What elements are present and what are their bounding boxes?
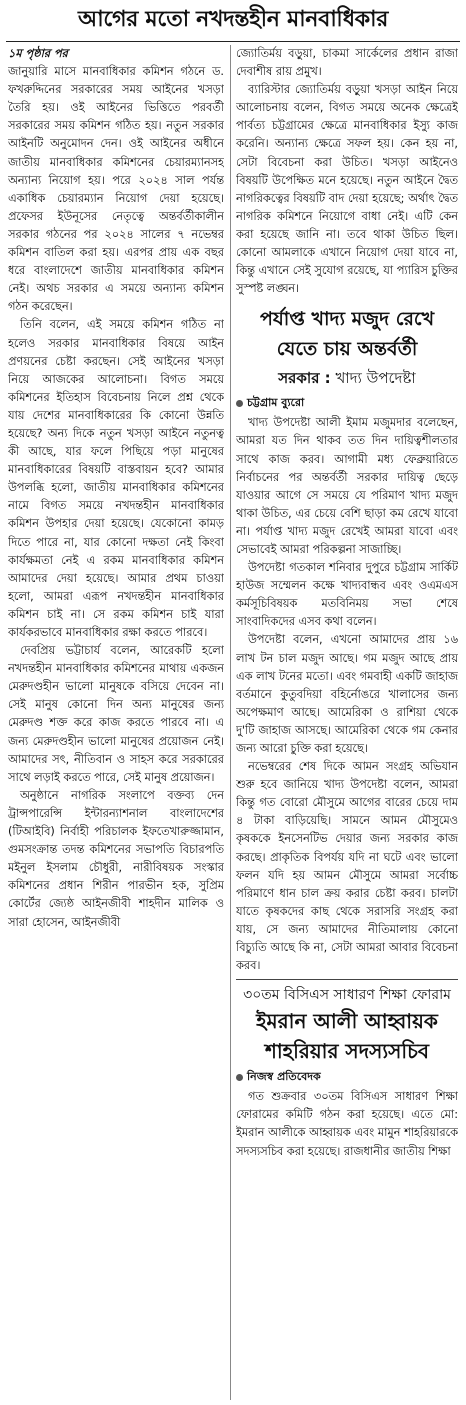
story2-headline-line1: পর্যাপ্ত খাদ্য মজুদ রেখে xyxy=(259,308,435,331)
story2-byline: চট্টগ্রাম ব্যুরো xyxy=(236,394,458,412)
left-paragraph-3: দেবপ্রিয় ভট্টাচার্য বলেন, আরেকটি হলো নখদন্তহীন মানবাধিকার কমিশনের মাথায় একজন মেরুদণ্ডহীন ভালো মানুষকে বসিয়ে দেবেন না। সেই মানুষ কোনো দিন অন্য মানুষের জন্য মেরুদণ্ড শক্ত করে কাজ করতে পারবে না। এ জন্য মেরুদণ্ডহীন ভালো মানুষের প্রয়োজন নেই। আমাদের সৎ, নীতিবান ও সাহস করে সরকারের সাথে লড়াই করতে পারে, সেই মানুষ প্রয়োজন। xyxy=(8,644,224,784)
story2-paragraph-1: খাদ্য উপদেষ্টা আলী ইমাম মজুমদার বলেছেন, আমরা যত দিন থাকব তত দিন দায়িত্বশীলতার সাথে কাজ করব। আগামী মধ্য ফেব্রুয়ারিতে নির্বাচনের পর অন্তর্বর্তী সরকার দায়িত্ব ছেড়ে যাওয়ার আগে সে সময়ে যে পরিমাণ খাদ্য মজুদ থাকা উচিত, এর চেয়ে বেশি ছাড়া কম রেখে যাবো না। পর্যাপ্ত খাদ্য মজুদ রেখেই আমরা যাবো এবং সেভাবেই আমরা পরিকল্পনা সাজাচ্ছি। xyxy=(236,416,458,556)
left-paragraph-1: ১ম পৃষ্ঠার পর জানুয়ারি মাসে মানবাধিকার কমিশন গঠনে ড. ফখরুদ্দিনের সরকারের সময় আইনের খসড়া তৈরি হয়। ওই আইনের ভিত্তিতে পরবর্তী সরকারের সময় কমিশন গঠিত হয়। নতুন সরকার আইনটি অনুমোদন দেন। ওই আইনের অধীনে জাতীয় মানবাধিকার কমিশনের চেয়ারম্যানসহ অন্যান্য নিয়োগ হয়। পরে ২০২৪ সাল পর্যন্ত একাধিক চেয়ারম্যান নিয়োগ দেয়া হয়েছে। প্রফেসর ইউনূসের নেতৃত্বে অন্তর্বর্তীকালীন সরকার গঠনের পর ২০২৪ সালের ৭ নভেম্বর কমিশন বাতিল করা হয়। এরপর প্রায় এক বছর ধরে বাংলাদেশে জাতীয় মানবাধিকার কমিশন নেই। অথচ সরকার এ সময়ে অন্যান্য কমিশন গঠন করেছেন। xyxy=(8,47,224,314)
bullet-icon xyxy=(236,1074,243,1081)
right-paragraph-1: জ্যোতির্ময় বড়ুয়া, চাকমা সার্কেলের প্রধান রাজা দেবাশীষ রায় প্রমুখ। xyxy=(236,47,458,79)
story2-headline-line3: সরকার : খাদ্য উপদেষ্টা xyxy=(278,369,416,388)
story3-headline-line2: শাহরিয়ার সদস্যসচিব xyxy=(265,1039,429,1064)
story2-paragraph-3: উপদেষ্টা বলেন, এখনো আমাদের প্রায় ১৬ লাখ টন চাল মজুদ আছে। গম মজুদ আছে প্রায় এক লাখ টনের মতো। এবং গমবাহী একটি জাহাজ বর্তমানে কুতুবদিয়া বহির্নোঙরে খালাসের জন্য অপেক্ষমাণ আছে। আমেরিকা ও রাশিয়া থেকে দু'টি জাহাজ আসছে। আমেরিকা থেকে গম কেনার জন্য আরো চুক্তি করা হয়েছে। xyxy=(236,633,458,755)
right-column xyxy=(236,45,458,1405)
left-column xyxy=(8,45,224,1405)
headline-rule xyxy=(6,41,460,42)
left-paragraph-4: অনুষ্ঠানে নাগরিক সংলাপে বক্তব্য দেন ট্রান্সপারেন্সি ইন্টারন্যাশনাল বাংলাদেশের (টিআইবি) নির্বাহী পরিচালক ইফতেখারুজ্জামান, গুমসংক্রান্ত তদন্ত কমিশনের সভাপতি বিচারপতি মইনুল ইসলাম চৌধুরী, নারীবিষয়ক সংস্কার কমিশনের প্রধান শিরীন পারভীন হক, সুপ্রিম কোর্টের জ্যেষ্ঠ আইনজীবী শাহদীন মালিক ও সারা হোসেন, আইনজীবী xyxy=(8,788,224,929)
story2-paragraph-2: উপদেষ্টা গতকাল শনিবার দুপুরে চট্টগ্রাম সার্কিট হাউজ সম্মেলন কক্ষে খাদ্যবান্ধব এবং ওএমএস কর্মসূচিবিষয়ক মতবিনিময় সভা শেষে সাংবাদিকদের এসব কথা বলেন। xyxy=(236,561,458,629)
bullet-icon xyxy=(236,400,243,407)
column-divider xyxy=(230,45,231,1400)
story3-headline-line1: ইমরান আলী আহ্বায়ক xyxy=(256,1009,438,1034)
story3-byline: নিজস্ব প্রতিবেদক xyxy=(236,1068,458,1086)
story-separator xyxy=(236,979,458,980)
story3-paragraph-1: গত শুক্রবার ৩০তম বিসিএস সাধারণ শিক্ষা ফোরামের কমিটি গঠন করা হয়েছে। এতে মো: ইমরান আলীকে আহ্বায়ক এবং মামুন শাহরিয়ারকে সদস্যসচিব করা হয়েছে। রাজধানীর জাতীয় শিক্ষা xyxy=(236,1090,458,1158)
story2-headline-line2: যেতে চায় অন্তর্বর্তী xyxy=(276,338,418,361)
story3-kicker: ৩০তম বিসিএস সাধারণ শিক্ষা ফোরাম xyxy=(243,987,451,1004)
story2-paragraph-4: নভেম্বরের শেষ দিকে আমন সংগ্রহ অভিযান শুরু হবে জানিয়ে খাদ্য উপদেষ্টা বলেন, আমরা কিন্তু গত বোরো মৌসুমে আগের বারের চেয়ে দাম ৪ টাকা বাড়িয়েছি। সামনে আমন মৌসুমেও কৃষককে ইনসেনটিভ দেয়ার জন্য সরকার কাজ করছে। প্রাকৃতিক বিপর্যয় যদি না ঘটে এবং ভালো ফলন যদি হয় আমন মৌসুমে আমরা সর্বোচ্চ পরিমাণে ধান চাল ক্রয় করার চেষ্টা করব। চালটা যাতে কৃষকদের কাছ থেকে সরাসরি সংগ্রহ করা যায়, সে জন্য আমাদের নীতিমালায় কোনো বিচ্যুতি আছে কি না, সেটা আমরা আবার বিবেচনা করব। xyxy=(236,760,458,973)
right-paragraph-2: ব্যারিস্টার জ্যোতির্ময় বড়ুয়া খসড়া আইন নিয়ে আলোচনায় বলেন, বিগত সময়ে অনেক ক্ষেত্রেই পার্বত্য চট্টগ্রামের ক্ষেত্রে মানবাধিকার ইস্যু কাজ করেনি। অন্যান্য ক্ষেত্রে সফল হয়। কেন হয় না, সেটা বিবেচনা করা উচিত। খসড়া আইনেও বিষয়টি উপেক্ষিত মনে হয়েছে। নতুন আইনে দ্বৈত নাগরিকত্বের বিষয়টি বাদ দেয়া হয়েছে; অর্থাৎ দ্বৈত নাগরিক কমিশনে নিয়োগে বাধা নেই। এটি কেন করা হয়েছে জানি না। তবে থাকা উচিত ছিল। কোনো আমলাকে এখানে নিয়োগ দেয়া যাবে না, কিন্তু এখানে সেই সুযোগ রয়েছে, যা প্যারিস চুক্তির সুস্পষ্ট লঙ্ঘন। xyxy=(236,83,458,296)
jump-line: ১ম পৃষ্ঠার পর xyxy=(8,47,68,60)
left-paragraph-2: তিনি বলেন, এই সময়ে কমিশন গঠিত না হলেও সরকার মানবাধিকার বিষয়ে আইন প্রণয়নের চেষ্টা করছেন। সেই আইনের খসড়া নিয়ে আজকের আলোচনা। বিগত সময়ে কমিশনের ইতিহাস বিবেচনায় নিলে প্রশ্ন থেকে যায় দেশের মানবাধিকারের কি কোনো উন্নতি হয়েছে? অন্য দিকে নতুন খসড়া আইনে নতুনত্ব কী আছে, যার ফলে পিছিয়ে পড়া মানুষের মানবাধিকারের বিষয়টি বাস্তবায়ন হবে? আমার উপলব্ধি হলো, জাতীয় মানবাধিকার কমিশনের নামে বিগত সময়ে নখদন্তহীন মানবাধিকার কমিশন উপহার দেয়া হয়েছে। যেকোনো কামড় দিতে পারে না, যার কোনো দক্ষতা নেই কিংবা কার্যক্ষমতা নেই এ রকম মানবাধিকার কমিশন আমাদের দেয়া হয়েছে। আমার প্রথম চাওয়া হলো, আমরা এরূপ নখদন্তহীন মানবাধিকার কমিশন চাই না। সে রকম কমিশন চাই যারা কার্যকরভাবে মানবাধিকার রক্ষা করতে পারবে। xyxy=(8,318,224,639)
main-headline: আগের মতো নখদন্তহীন মানবাধিকার xyxy=(77,7,389,32)
